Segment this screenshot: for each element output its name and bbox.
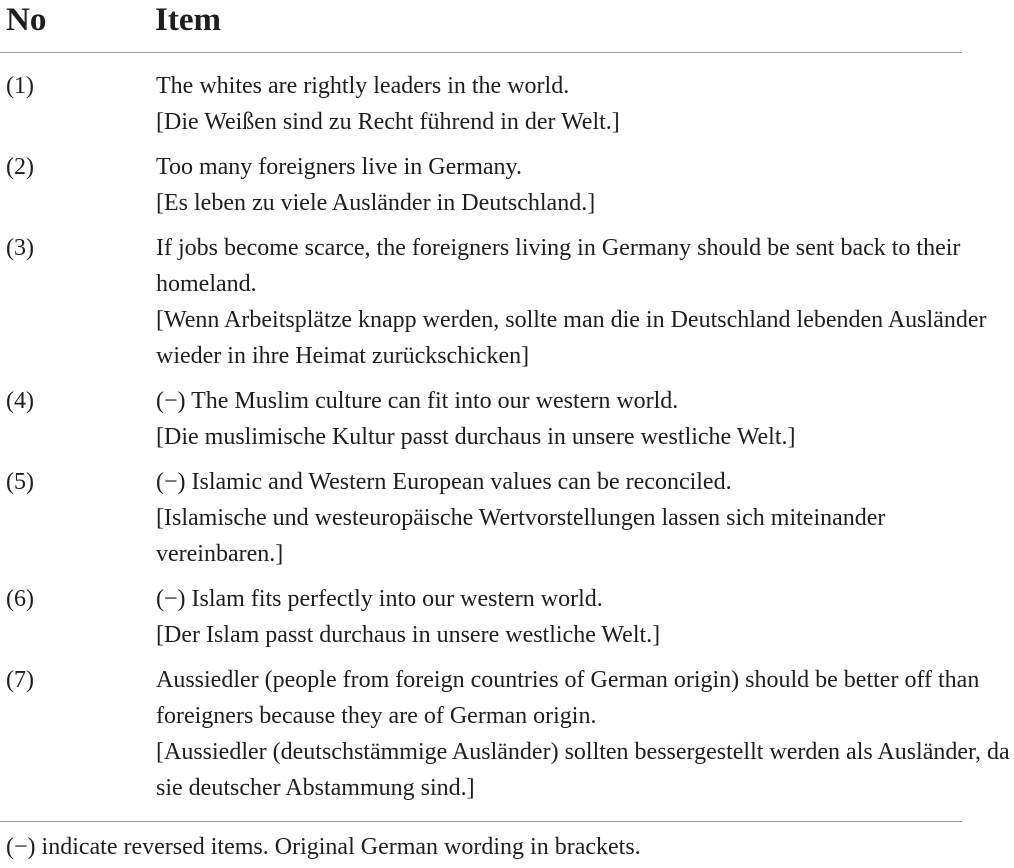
item-german: [Der Islam passt durchaus in unsere westliche Welt.] [156, 622, 661, 648]
row-item [156, 383, 1012, 455]
row-number: (3) [6, 235, 34, 261]
header-item: Item [155, 2, 221, 38]
row-number: (5) [6, 469, 34, 495]
item-german: [Die Weißen sind zu Recht führend in der Welt.] [156, 109, 620, 135]
item-english: (−) The Muslim culture can fit into our western world. [156, 388, 679, 414]
footer-rule [0, 821, 962, 822]
item-german: [Aussiedler (deutschstämmige Ausländer) sollten bessergestellt werden als Ausländer, da sie deutscher Abstammung sind.] [156, 739, 1010, 801]
table-row [0, 383, 1014, 455]
row-item [156, 662, 1012, 806]
item-english: (−) Islam fits perfectly into our western world. [156, 586, 603, 612]
table-row [0, 464, 1014, 572]
item-german: [Islamische und westeuropäische Wertvorstellungen lassen sich miteinander vereinbaren.] [156, 505, 886, 567]
item-english: The whites are rightly leaders in the world. [156, 73, 570, 99]
row-item [156, 581, 1012, 653]
table-row [0, 68, 1014, 140]
row-number: (2) [6, 154, 34, 180]
table-row [0, 581, 1014, 653]
row-number: (6) [6, 586, 34, 612]
row-item [156, 68, 1012, 140]
row-item [156, 230, 1012, 374]
item-english: Aussiedler (people from foreign countries of German origin) should be better off than foreigners because they are of German origin. [156, 667, 980, 729]
item-german: [Wenn Arbeitsplätze knapp werden, sollte man die in Deutschland lebenden Ausländer wieder in ihre Heimat zurückschicken] [156, 307, 987, 369]
table-header [0, 0, 1014, 52]
table-footnote: (−) indicate reversed items. Original German wording in brackets. [6, 834, 641, 860]
row-item [156, 464, 1012, 572]
table-row [0, 230, 1014, 374]
row-number: (4) [6, 388, 34, 414]
item-german: [Die muslimische Kultur passt durchaus in unsere westliche Welt.] [156, 424, 796, 450]
item-english: (−) Islamic and Western European values can be reconciled. [156, 469, 732, 495]
table-row [0, 149, 1014, 221]
row-number: (1) [6, 73, 34, 99]
header-no: No [6, 2, 47, 38]
row-number: (7) [6, 667, 34, 693]
item-german: [Es leben zu viele Ausländer in Deutschland.] [156, 190, 596, 216]
item-english: If jobs become scarce, the foreigners living in Germany should be sent back to their homeland. [156, 235, 961, 297]
table-body [0, 68, 1014, 815]
row-item [156, 149, 1012, 221]
item-english: Too many foreigners live in Germany. [156, 154, 522, 180]
header-rule [0, 52, 962, 53]
table-row [0, 662, 1014, 806]
